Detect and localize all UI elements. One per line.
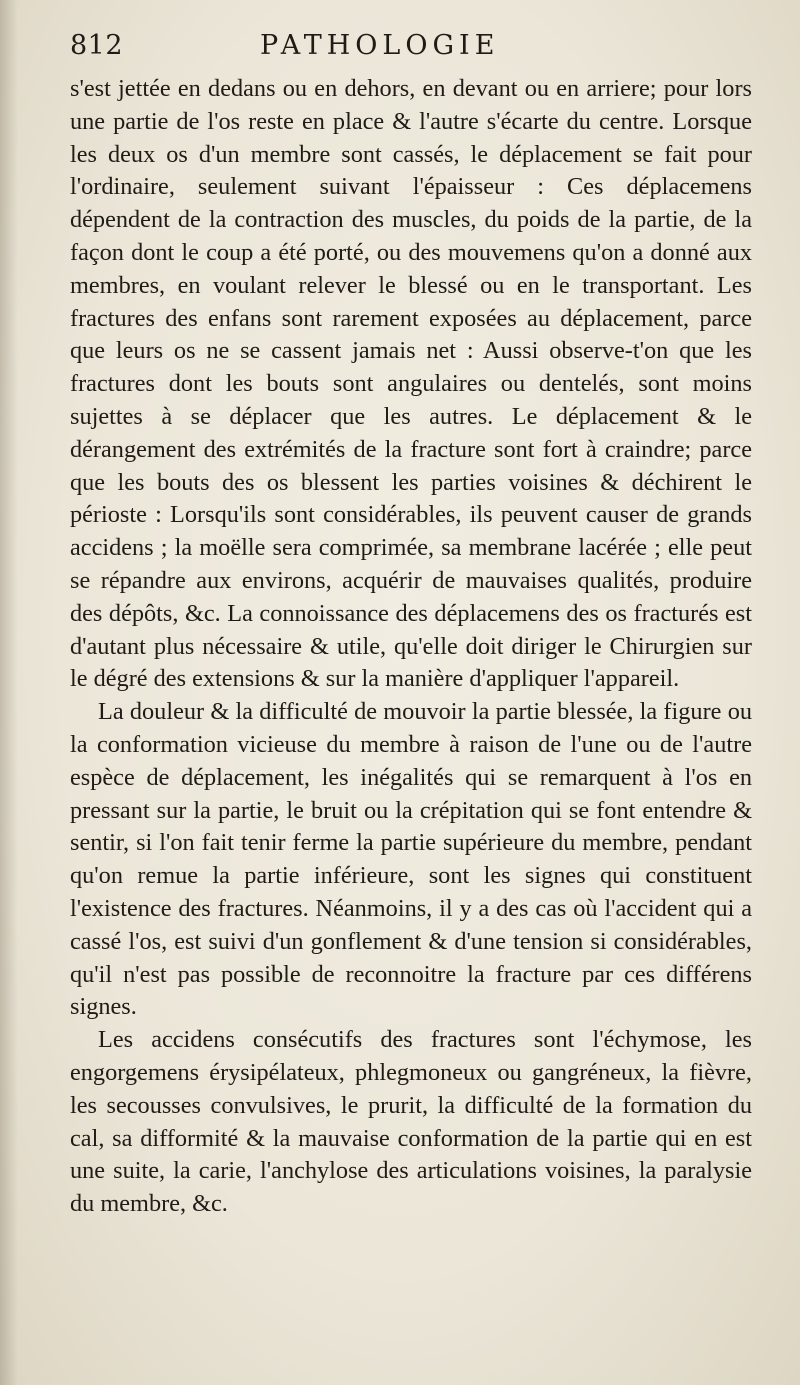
body-text (70, 73, 752, 1221)
paragraph-accidents: Les accidens consécutifs des fractures sont l'échymose, les engorgemens érysipélateux, phlegmoneux ou gangréneux, la fièvre, les secousses convulsives, le prurit, la difficulté de la formation du cal, sa difformité & la mauvaise conformation de la partie qui en est une suite, la carie, l'anchylose des articulations voisines, la paralysie du membre, &c. (70, 1026, 752, 1218)
paragraph-continued: s'est jettée en dedans ou en dehors, en devant ou en arriere; pour lors une partie de l'os reste en place & l'autre s'écarte du centre. Lorsque les deux os d'un membre sont cassés, le déplacement se fait pour l'ordinaire, seulement suivant l'épaisseur : Ces déplacemens dépendent de la contraction des muscles, du poids de la partie, de la façon dont le coup a été porté, ou des mouvemens qu'on a donné aux membres, en voulant relever le blessé ou en le transportant. Les fractures des enfans sont rarement exposées au déplacement, parce que leurs os ne se cassent jamais net : Aussi observe-t'on que les fractures dont les bouts sont angulaires ou dentelés, sont moins sujettes à se déplacer que les autres. Le déplacement & le dérangement des extrémités de la fracture sont fort à craindre; parce que les bouts des os blessent les parties voisines & déchirent le périoste : Lorsqu'ils sont considérables, ils peuvent causer de grands accidens ; la moëlle sera comprimée, sa membrane lacérée ; elle peut se répandre aux environs, acquérir de mauvaises qualités, produire des dépôts, &c. La connoissance des déplacemens des os fracturés est d'autant plus nécessaire & utile, qu'elle doit diriger le Chirurgien sur le dégré des extensions & sur la manière d'appliquer l'appareil. (70, 75, 752, 693)
page-number: 812 (70, 30, 124, 61)
running-head: PATHOLOGIE (260, 30, 500, 61)
paragraph-signs: La douleur & la difficulté de mouvoir la partie blessée, la figure ou la conformation vicieuse du membre à raison de l'une ou de l'autre espèce de déplacement, les inégalités qui se remarquent à l'os en pressant sur la partie, le bruit ou la crépitation qui se font entendre & sentir, si l'on fait tenir ferme la partie supérieure du membre, pendant qu'on remue la partie inférieure, sont les signes qui constituent l'existence des fractures. Néanmoins, il y a des cas où l'accident qui a cassé l'os, est suivi d'un gonflement & d'une tension si considérables, qu'il n'est pas possible de reconnoitre la fracture par ces différens signes. (70, 698, 752, 1021)
page-header (70, 30, 770, 70)
page-gutter-shadow (0, 0, 18, 1385)
